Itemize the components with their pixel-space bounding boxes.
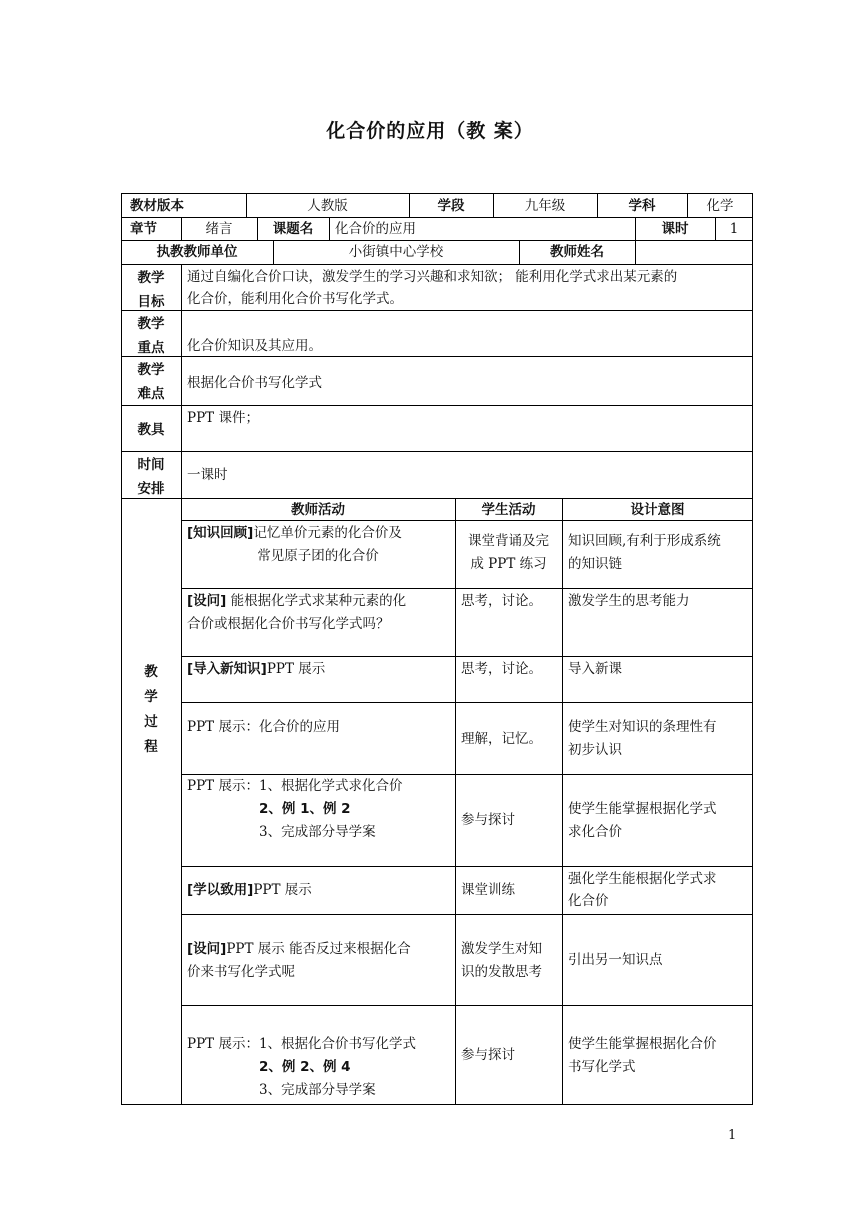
- col-student-activity: 学生活动: [481, 502, 536, 518]
- student-text: 激发学生对知: [461, 941, 542, 957]
- table-row-student: [455, 937, 562, 987]
- activity-tag: [设问]: [187, 941, 227, 957]
- goal-text: [181, 265, 753, 310]
- design-text: 使学生对知识的条理性有: [568, 719, 717, 735]
- design-text: 初步认识: [568, 742, 622, 758]
- table-row-teacher: [181, 1032, 455, 1104]
- table-row-teacher: [181, 878, 455, 908]
- activity-text: PPT 展示 能否反过来根据化合: [226, 941, 411, 957]
- activity-text: 记忆单价元素的化合价及: [253, 525, 402, 541]
- chapter-value: 绪言: [205, 221, 233, 237]
- table-row-student: 思考，讨论。: [461, 593, 542, 609]
- topic-label: 课题名: [272, 221, 314, 237]
- tools-text: PPT 课件；: [187, 410, 259, 426]
- hours-value: 1: [729, 221, 739, 237]
- student-text: 识的发散思考: [461, 964, 542, 980]
- activity-text: PPT 展示: [266, 661, 326, 677]
- school-label: 执教教师单位: [156, 244, 238, 260]
- teacher-name-value: [635, 240, 753, 264]
- process-label-char: 学: [144, 689, 158, 705]
- chapter-label: 章节: [130, 221, 157, 237]
- activity-tag: [设问]: [187, 593, 227, 609]
- design-text: 的知识链: [568, 556, 622, 572]
- time-label-line2: 安排: [137, 481, 165, 497]
- col-teacher-activity: 教师活动: [291, 502, 345, 518]
- table-row-teacher: [181, 589, 455, 656]
- goal-label-line2: 目标: [137, 294, 165, 310]
- table-row-design: [562, 529, 753, 579]
- table-row-design: [562, 867, 753, 914]
- table-row-design: 激发学生的思考能力: [568, 593, 690, 609]
- design-text: 强化学生能根据化学式求: [568, 871, 717, 887]
- difficulty-label-line1: 教学: [137, 362, 165, 378]
- table-row-teacher: [181, 774, 455, 866]
- document-title: 化合价的应用（教 案）: [326, 120, 534, 142]
- table-row-design: [562, 715, 753, 765]
- activity-tag: [知识回顾]: [187, 525, 254, 541]
- key-label-line2: 重点: [137, 340, 165, 356]
- table-row-design: 导入新课: [568, 661, 622, 677]
- goal-line2: 化合价，能利用化合价书写化学式。: [187, 291, 403, 307]
- process-label: [121, 659, 181, 759]
- table-row-teacher: [181, 657, 455, 702]
- activity-tag: [学以致用]: [187, 882, 254, 898]
- student-text: 成 PPT 练习: [470, 556, 547, 572]
- activity-text: PPT 展示：1、根据化合价书写化学式: [187, 1036, 417, 1052]
- design-text: 化合价: [568, 893, 609, 909]
- key-point-label: [121, 311, 181, 356]
- table-row-student: [455, 529, 562, 579]
- table-row-teacher: [181, 521, 455, 588]
- difficulty-label-line2: 难点: [137, 386, 165, 402]
- teacher-name-label: 教师姓名: [550, 244, 604, 260]
- goal-label-line1: 教学: [137, 270, 165, 286]
- table-row-design: [562, 1032, 753, 1082]
- activity-text: PPT 展示：1、根据化学式求化合价: [187, 778, 403, 794]
- school-value: 小街镇中心学校: [348, 244, 444, 260]
- topic-value: 化合价的应用: [335, 221, 416, 237]
- process-label-char: 过: [144, 714, 158, 730]
- design-text: 使学生能掌握根据化学式: [568, 801, 717, 817]
- textbook-version-label: 教材版本: [130, 198, 184, 214]
- table-row-design: 引出另一知识点: [568, 952, 663, 968]
- table-row-teacher: [181, 937, 455, 987]
- activity-text: PPT 展示: [253, 882, 312, 898]
- difficulty-text: 根据化合价书写化学式: [187, 375, 322, 391]
- subject-label: 学科: [628, 198, 656, 214]
- design-text: 使学生能掌握根据化合价: [568, 1036, 717, 1052]
- goal-line1: 通过自编化合价口诀，激发学生的学习兴趣和求知欲； 能利用化学式求出某元素的: [187, 269, 678, 285]
- table-row-student: 参与探讨: [461, 812, 515, 828]
- stage-value: 九年级: [524, 198, 566, 214]
- time-label: [121, 452, 181, 498]
- table-row-student: 参与探讨: [461, 1047, 515, 1063]
- hours-label: 课时: [661, 221, 689, 237]
- activity-text: 常见原子团的化合价: [257, 548, 379, 564]
- key-point-text: 化合价知识及其应用。: [187, 338, 322, 354]
- activity-text: 合价或根据化合价书写化学式吗？: [187, 616, 390, 632]
- table-row-teacher: PPT 展示：化合价的应用: [187, 719, 340, 735]
- time-text: 一课时: [187, 467, 228, 483]
- table-row-student: 理解，记忆。: [461, 731, 542, 747]
- activity-text: 2、例 1、例 2: [259, 801, 351, 817]
- process-label-char: 教: [144, 664, 158, 680]
- table-row-design: [562, 797, 753, 847]
- activity-text: 2、例 2、例 4: [259, 1059, 351, 1075]
- col-design-intent: 设计意图: [630, 502, 685, 518]
- activity-text: 价来书写化学式呢: [187, 964, 295, 980]
- student-text: 课堂背诵及完: [468, 533, 549, 549]
- subject-value: 化学: [706, 198, 734, 214]
- activity-text: 3、完成部分导学案: [259, 824, 376, 840]
- design-text: 知识回顾,有利于形成系统: [568, 533, 721, 549]
- table-row-student: 课堂训练: [461, 882, 515, 898]
- process-label-char: 程: [144, 739, 158, 755]
- activity-tag: [导入新知识]: [187, 661, 267, 677]
- difficulty-label: [121, 357, 181, 405]
- page-number: 1: [728, 1128, 737, 1143]
- goal-label: [121, 265, 181, 310]
- activity-text: 3、完成部分导学案: [259, 1082, 376, 1098]
- activity-text: 能根据化学式求某种元素的化: [226, 593, 407, 609]
- key-label-line1: 教学: [137, 316, 165, 332]
- lesson-plan-table: [121, 193, 753, 1105]
- design-text: 书写化学式: [568, 1059, 636, 1075]
- textbook-version-value: 人教版: [307, 198, 348, 214]
- design-text: 求化合价: [568, 824, 622, 840]
- time-label-line1: 时间: [137, 457, 165, 473]
- stage-label: 学段: [437, 198, 465, 214]
- tools-label: 教具: [137, 422, 165, 438]
- table-row-student: 思考，讨论。: [461, 661, 542, 677]
